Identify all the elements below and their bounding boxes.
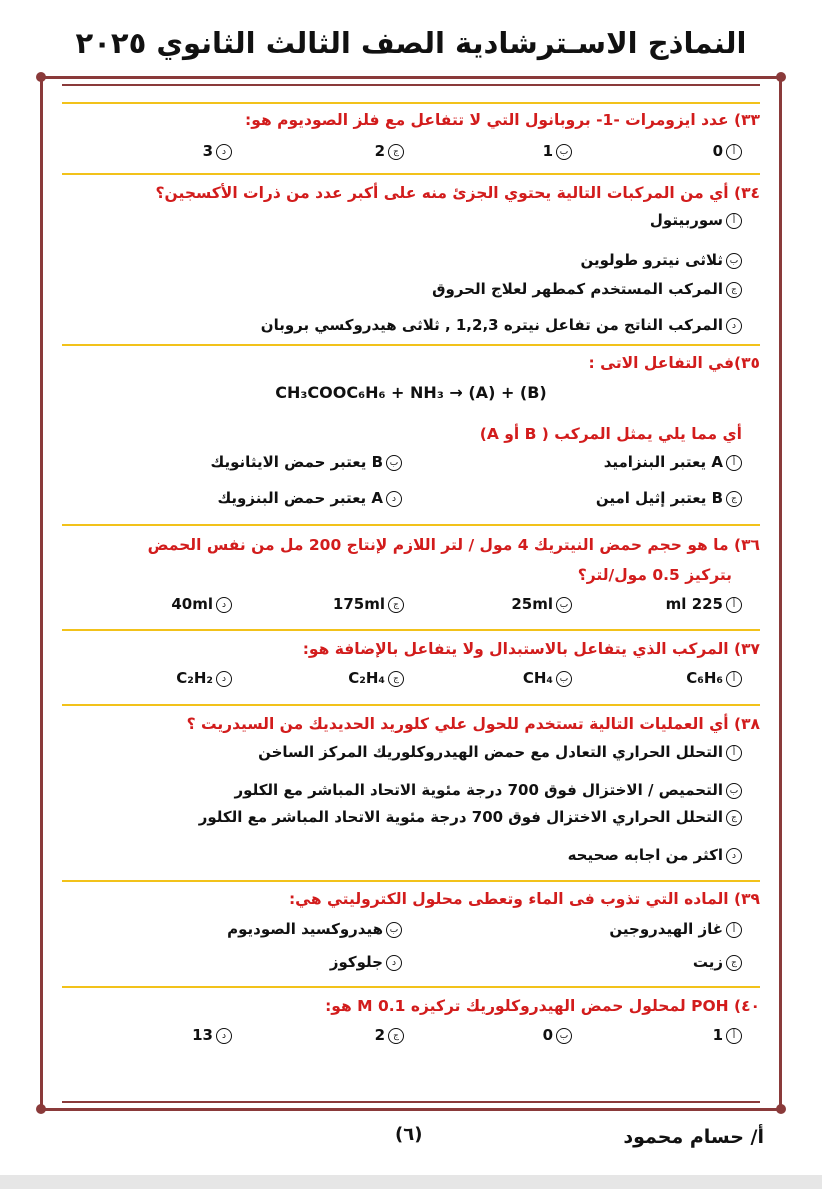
q33-option-d[interactable]: د3 — [203, 142, 232, 160]
q36-option-c[interactable]: ج175ml — [333, 595, 404, 613]
q39-option-c[interactable]: جزيت — [693, 953, 742, 971]
question-39-text: ٣٩) الماده التي تذوب فى الماء وتعطى محلول الكتروليتي هي: — [288, 890, 760, 908]
option-marker-icon: د — [216, 671, 232, 687]
q37-option-d[interactable]: دC₂H₂ — [176, 669, 232, 687]
question-33-text: ٣٣) عدد ايزومرات -1- بروبانول التي لا تتفاعل مع فلز الصوديوم هو: — [245, 111, 760, 129]
q35-option-c[interactable]: جB يعتبر إثيل امين — [596, 489, 742, 507]
question-37-text: ٣٧) المركب الذي يتفاعل بالاستبدال ولا يتفاعل بالإضافة هو: — [302, 640, 760, 658]
q35-option-a[interactable]: أA يعتبر البنزاميد — [604, 453, 742, 471]
frame-bottom-inner-line — [62, 1101, 760, 1103]
page-edge — [0, 1175, 822, 1189]
page-title: النماذج الاسـترشادية الصف الثالث الثانوي ٢٠٢٥ — [75, 26, 747, 60]
option-marker-icon: ب — [386, 455, 402, 471]
q33-option-c[interactable]: ج2 — [375, 142, 404, 160]
option-marker-icon: ج — [388, 597, 404, 613]
option-marker-icon: ب — [556, 597, 572, 613]
teacher-name: أ/ حسام محمود — [623, 1126, 764, 1148]
question-34-text: ٣٤) أي من المركبات التالية يحتوي الجزئ منه على أكبر عدد من ذرات الأكسجين؟ — [155, 184, 760, 202]
frame-left-line — [40, 76, 43, 1110]
option-marker-icon: أ — [726, 597, 742, 613]
q36-option-b[interactable]: ب25ml — [511, 595, 572, 613]
frame-top-line — [40, 76, 782, 79]
option-marker-icon: ب — [726, 253, 742, 269]
q35-option-d[interactable]: دA يعتبر حمض البنزويك — [217, 489, 402, 507]
q39-option-b[interactable]: بهيدروكسيد الصوديوم — [227, 920, 402, 938]
q38-option-a[interactable]: أالتحلل الحراري التعادل مع حمض الهيدروكلوريك المركز الساخن — [258, 743, 742, 761]
option-marker-icon: د — [726, 318, 742, 334]
q33-option-b[interactable]: ب1 — [543, 142, 572, 160]
q40-option-b[interactable]: ب0 — [543, 1026, 572, 1044]
frame-corner-dot — [36, 72, 46, 82]
separator — [62, 880, 760, 882]
reaction-equation: CH₃COOC₆H₆ + NH₃ → (A) + (B) — [275, 383, 547, 402]
option-marker-icon: أ — [726, 213, 742, 229]
question-38-text: ٣٨) أي العمليات التالية تستخدم للحول علي كلوريد الحديديك من السيدريت ؟ — [186, 715, 760, 733]
q39-option-d[interactable]: دجلوكوز — [330, 953, 402, 971]
question-35-text: ٣٥)في التفاعل الاتى : — [588, 354, 760, 372]
option-marker-icon: د — [386, 491, 402, 507]
option-marker-icon: ج — [388, 144, 404, 160]
option-marker-icon: ب — [726, 783, 742, 799]
question-36-text: ٣٦) ما هو حجم حمض النيتريك 4 مول / لتر اللازم لإنتاج 200 مل من نفس الحمض — [147, 536, 760, 554]
page-number: (٦) — [395, 1124, 423, 1145]
option-marker-icon: ج — [388, 671, 404, 687]
q39-option-a[interactable]: أغاز الهيدروجين — [609, 920, 742, 938]
q37-option-b[interactable]: بCH₄ — [523, 669, 572, 687]
option-marker-icon: د — [726, 848, 742, 864]
q38-option-c[interactable]: جالتحلل الحراري الاختزال فوق 700 درجة مئوية الاتحاد المباشر مع الكلور — [199, 808, 742, 826]
frame-top-inner-line — [62, 84, 760, 86]
option-marker-icon: أ — [726, 1028, 742, 1044]
separator — [62, 344, 760, 346]
option-marker-icon: ج — [726, 282, 742, 298]
option-marker-icon: ب — [556, 144, 572, 160]
option-marker-icon: ج — [726, 491, 742, 507]
option-marker-icon: د — [216, 144, 232, 160]
option-marker-icon: أ — [726, 144, 742, 160]
separator — [62, 986, 760, 988]
q38-option-d[interactable]: داكثر من اجابه صحيحه — [568, 846, 742, 864]
q34-option-a[interactable]: أسوربيتول — [650, 211, 742, 229]
question-36-text-line2: بتركيز 0.5 مول/لتر؟ — [577, 566, 732, 584]
frame-corner-dot — [36, 1104, 46, 1114]
q35-option-b[interactable]: بB يعتبر حمض الايثانويك — [211, 453, 402, 471]
separator — [62, 102, 760, 104]
separator — [62, 524, 760, 526]
q40-option-c[interactable]: ج2 — [375, 1026, 404, 1044]
option-marker-icon: د — [216, 1028, 232, 1044]
separator — [62, 629, 760, 631]
option-marker-icon: أ — [726, 745, 742, 761]
q37-option-c[interactable]: جC₂H₄ — [348, 669, 404, 687]
q36-option-d[interactable]: د40ml — [171, 595, 232, 613]
option-marker-icon: ج — [726, 810, 742, 826]
q34-option-d[interactable]: دالمركب الناتج من تفاعل نيتره 1,2,3 , ثلاثى هيدروكسي بروبان — [261, 316, 742, 334]
separator — [62, 704, 760, 706]
q38-option-b[interactable]: بالتحميص / الاختزال فوق 700 درجة مئوية الاتحاد المباشر مع الكلور — [235, 781, 742, 799]
question-35-subtext: أي مما يلي يمثل المركب ( B أو A) — [479, 425, 742, 443]
q36-option-a[interactable]: أ225 ml — [666, 595, 742, 613]
option-marker-icon: ب — [556, 1028, 572, 1044]
frame-corner-dot — [776, 1104, 786, 1114]
frame-right-line — [779, 76, 782, 1110]
frame-bottom-line — [40, 1108, 782, 1111]
q40-option-a[interactable]: أ1 — [713, 1026, 742, 1044]
q34-option-b[interactable]: بثلاثى نيترو طولوين — [580, 251, 742, 269]
frame-corner-dot — [776, 72, 786, 82]
option-marker-icon: ج — [726, 955, 742, 971]
question-40-text: ٤٠) POH لمحلول حمض الهيدروكلوريك تركيزه 0.1 M هو: — [325, 997, 760, 1015]
option-marker-icon: د — [386, 955, 402, 971]
option-marker-icon: ب — [556, 671, 572, 687]
separator — [62, 173, 760, 175]
q40-option-d[interactable]: د13 — [192, 1026, 232, 1044]
option-marker-icon: أ — [726, 922, 742, 938]
q34-option-c[interactable]: جالمركب المستخدم كمطهر لعلاج الحروق — [432, 280, 742, 298]
option-marker-icon: أ — [726, 455, 742, 471]
q37-option-a[interactable]: أC₆H₆ — [686, 669, 742, 687]
q33-option-a[interactable]: أ0 — [713, 142, 742, 160]
option-marker-icon: أ — [726, 671, 742, 687]
option-marker-icon: ج — [388, 1028, 404, 1044]
option-marker-icon: ب — [386, 922, 402, 938]
option-marker-icon: د — [216, 597, 232, 613]
